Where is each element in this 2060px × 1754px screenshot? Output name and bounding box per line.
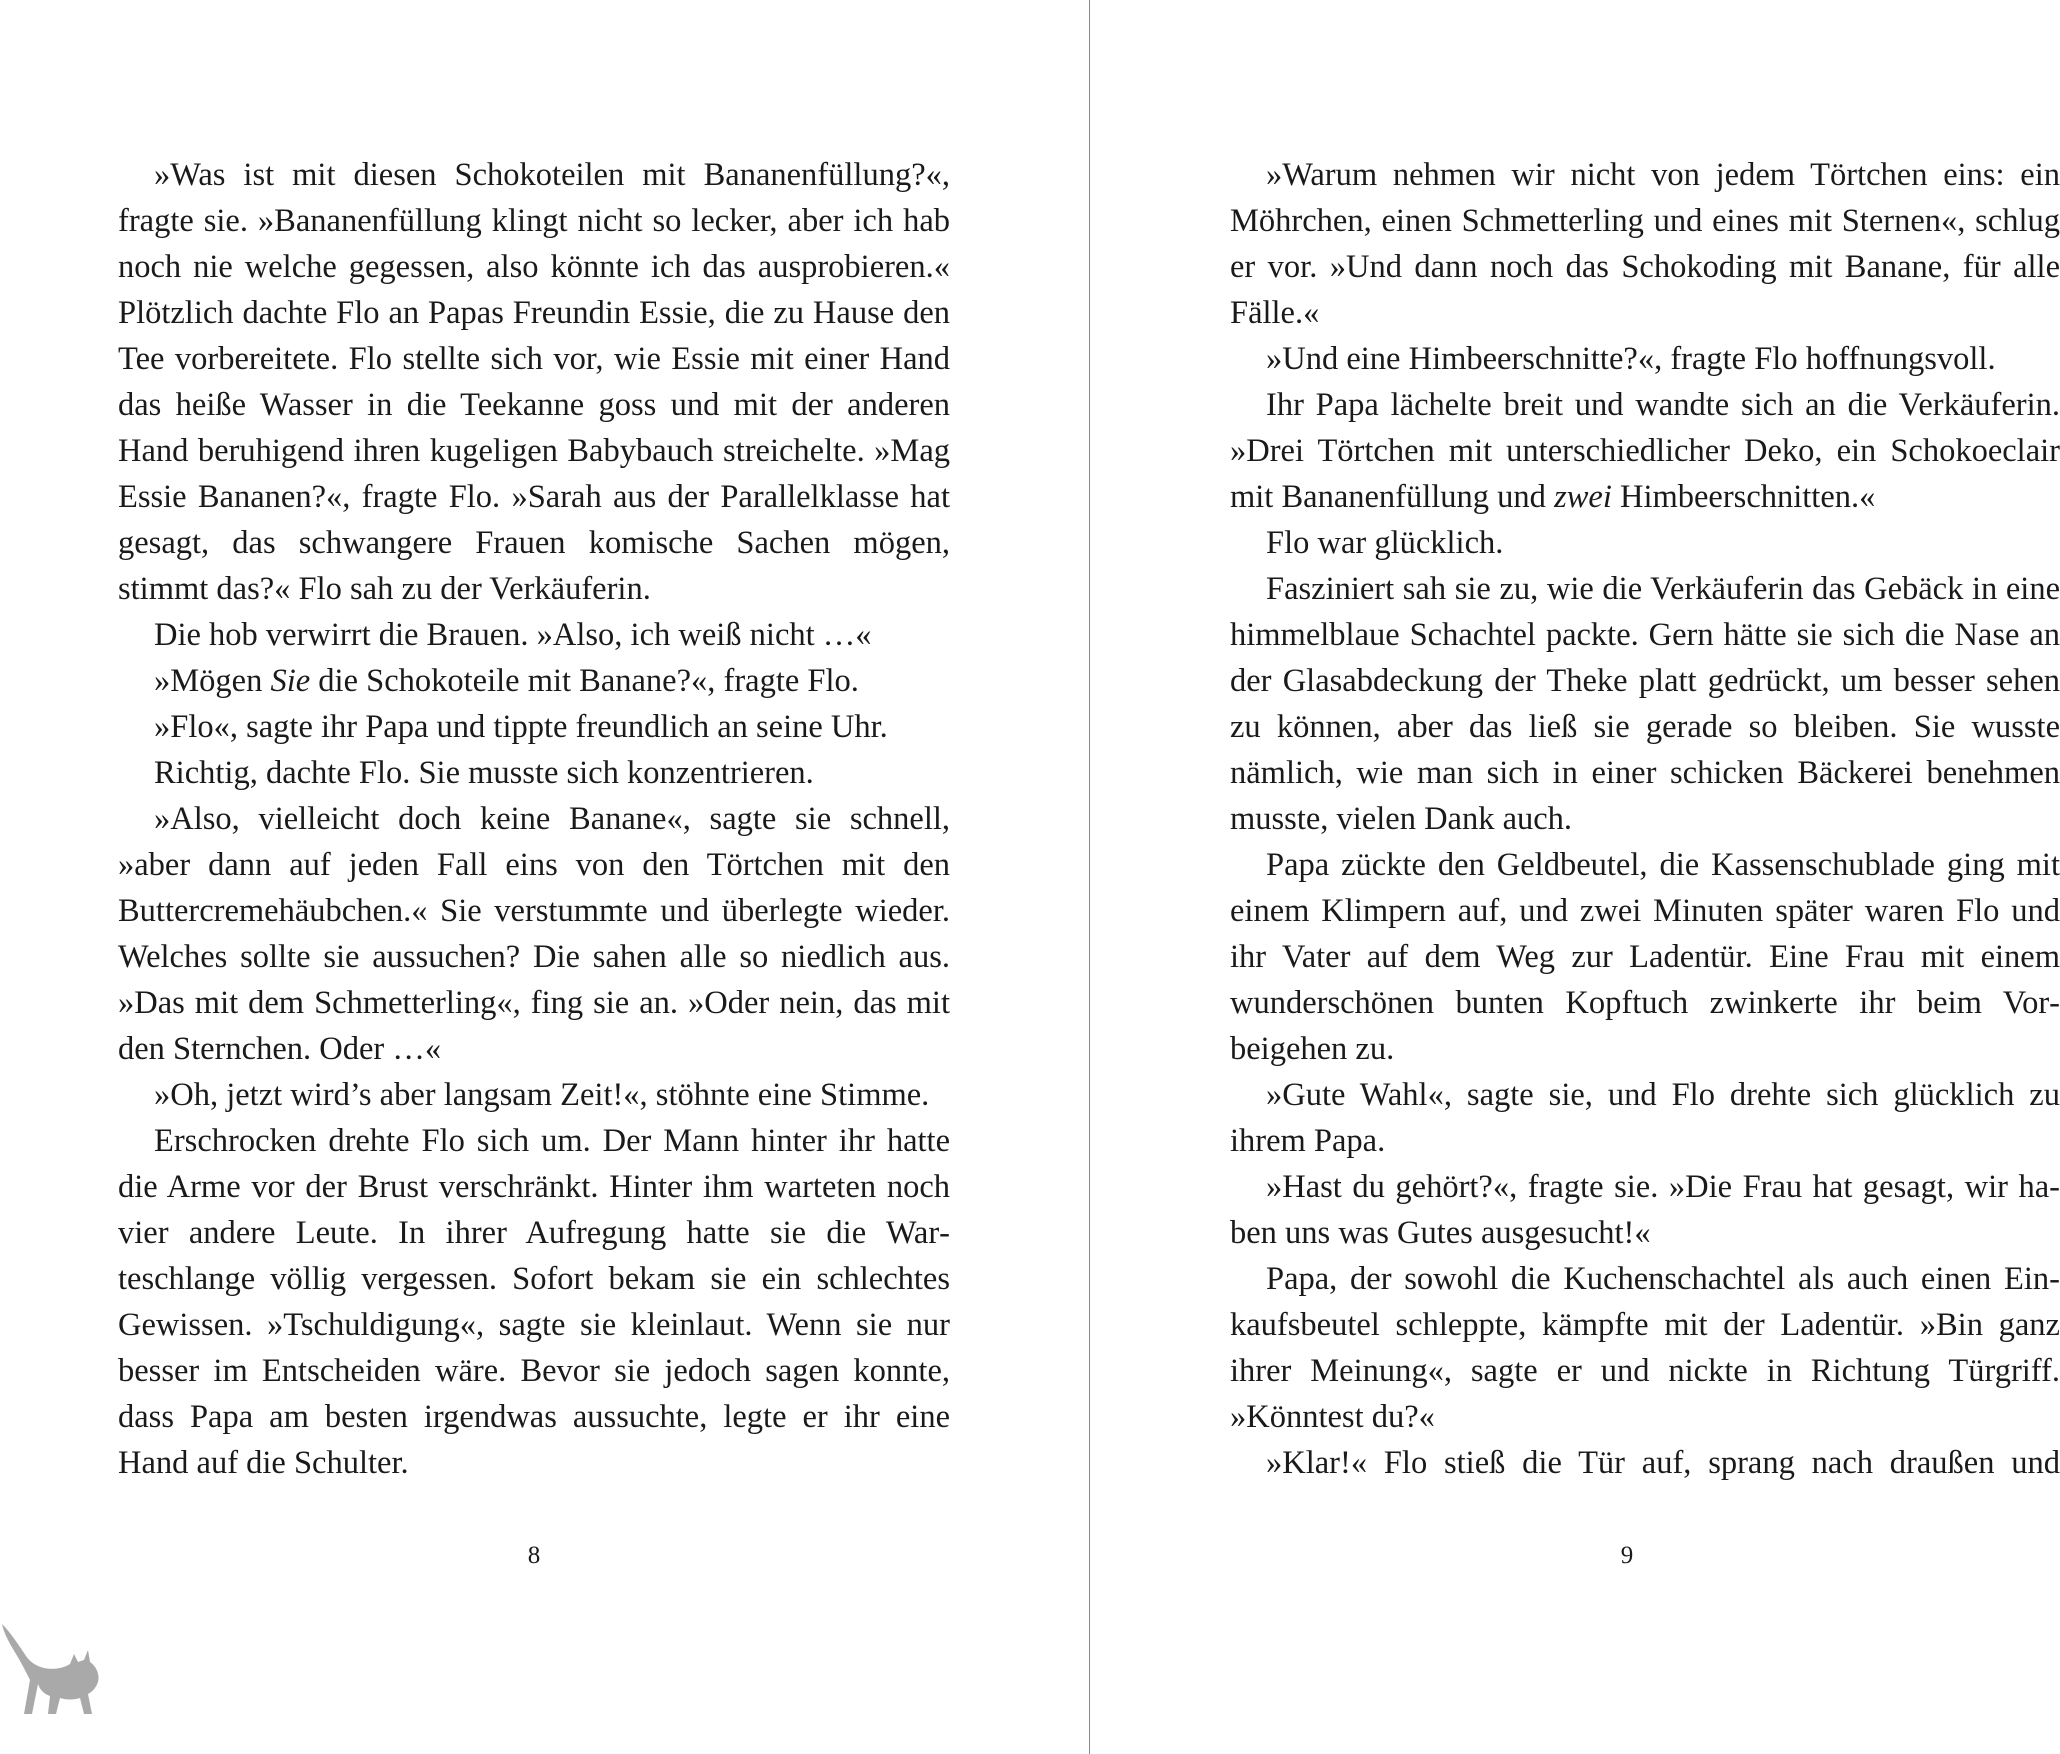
paragraph-text: »Warum nehmen wir nicht von jedem Törtchen eins: ein Möhrchen, einen Schmetterling und eines mit Sternen«, schlug er vor. »Und dann noch das Schokoding mit Banane, für alle Fälle.« — [1230, 157, 2060, 331]
paragraph — [1230, 566, 2060, 842]
paragraph-text: Flo war glücklich. — [1266, 525, 1504, 561]
paragraph — [118, 1072, 950, 1118]
paragraph-text: »Gute Wahl«, sagte sie, und Flo drehte sich glücklich zu ihrem Papa. — [1230, 1077, 2060, 1159]
paragraph — [1230, 1164, 2060, 1256]
paragraph-text: Fasziniert sah sie zu, wie die Verkäuferin das Gebäck in eine himmelblaue Schachtel packte. Gern hätte sie sich die Nase an der Glasabdeckung der Theke platt gedrückt, um besser sehen zu können, aber das ließ sie gerade so bleiben. Sie wusste nämlich, wie man sich in einer schicken Bäckerei benehmen musste, vielen Dank auch. — [1230, 571, 2060, 837]
paragraph-text: »Und eine Himbeerschnitte?«, fragte Flo hoffnungsvoll. — [1266, 341, 1996, 377]
paragraph-emphasis: Sie — [270, 663, 311, 699]
paragraph-text: »Klar!« Flo stieß die Tür auf, sprang nach draußen und — [1266, 1445, 2060, 1481]
right-page-text — [1230, 152, 2060, 1486]
paragraph-text: Erschrocken drehte Flo sich um. Der Mann hinter ihr hatte die Arme vor der Brust verschränkt. Hinter ihm warteten noch vier andere Leute. In ihrer Aufregung hatte sie die Warteschlange völlig vergessen. Sofort bekam sie ein schlechtes Gewissen. »Tschuldigung«, sagte sie kleinlaut. Wenn sie nur besser im Entscheiden wäre. Bevor sie jedoch sagen konnte, dass Papa am besten irgendwas aussuchte, legte er ihr eine Hand auf die Schulter. — [118, 1123, 950, 1481]
paragraph-text: »Was ist mit diesen Schokoteilen mit Bananenfüllung?«, fragte sie. »Bananenfüllung klingt nicht so lecker, aber ich hab noch nie welche gegessen, also könnte ich das ausprobieren.« Plötzlich dachte Flo an Papas Freundin Essie, die zu Hause den Tee vorbereitete. Flo stellte sich vor, wie Essie mit einer Hand das heiße Wasser in die Teekanne goss und mit der anderen Hand beruhigend ihren kugeligen Babybauch streichelte. »Mag Essie Bananen?«, fragte Flo. »Sarah aus der Parallelklasse hat gesagt, das schwangere Frauen komische Sachen mögen, stimmt das?« Flo sah zu der Verkäuferin. — [118, 157, 950, 607]
paragraph — [1230, 382, 2060, 520]
paragraph-text: Die hob verwirrt die Brauen. »Also, ich weiß nicht …« — [154, 617, 872, 653]
right-page-number: 9 — [1620, 1542, 1634, 1569]
paragraph — [118, 796, 950, 1072]
paragraph — [118, 1118, 950, 1486]
paragraph-text: Himbeerschnitten.« — [1611, 479, 1876, 515]
paragraph-text: »Oh, jetzt wird’s aber langsam Zeit!«, stöhnte eine Stimme. — [154, 1077, 930, 1113]
paragraph — [118, 658, 950, 704]
paragraph-text: »Flo«, sagte ihr Papa und tippte freundlich an seine Uhr. — [154, 709, 888, 745]
cat-silhouette-icon — [0, 1610, 110, 1720]
paragraph-text: Ihr Papa lächelte breit und wandte sich an die Verkäuferin. »Drei Törtchen mit unterschiedlicher Deko, ein Schokoeclair mit Bananenfüllung und — [1230, 387, 2060, 515]
paragraph — [1230, 520, 2060, 566]
paragraph — [118, 704, 950, 750]
paragraph — [1230, 152, 2060, 336]
paragraph — [1230, 1072, 2060, 1164]
paragraph — [118, 612, 950, 658]
left-page-number: 8 — [527, 1542, 541, 1569]
paragraph — [118, 750, 950, 796]
paragraph-text: die Schokoteile mit Banane?«, fragte Flo. — [310, 663, 859, 699]
paragraph-text: Papa, der sowohl die Kuchenschachtel als auch einen Einkaufsbeutel schleppte, kämpfte mit der Ladentür. »Bin ganz ihrer Meinung«, sagte er und nickte in Richtung Türgriff. »Könntest du?« — [1230, 1261, 2060, 1435]
right-page — [1090, 0, 2060, 1754]
paragraph-text: »Mögen — [154, 663, 271, 699]
paragraph-text: Richtig, dachte Flo. Sie musste sich konzentrieren. — [154, 755, 814, 791]
paragraph — [118, 152, 950, 612]
paragraph — [1230, 842, 2060, 1072]
left-page-text — [118, 152, 950, 1486]
paragraph — [1230, 336, 2060, 382]
paragraph-text: Papa zückte den Geldbeutel, die Kassenschublade ging mit einem Klimpern auf, und zwei Minuten später waren Flo und ihr Vater auf dem Weg zur Ladentür. Eine Frau mit einem wunderschönen bunten Kopftuch zwinkerte ihr beim Vorbeigehen zu. — [1230, 847, 2060, 1067]
paragraph-text: »Hast du gehört?«, fragte sie. »Die Frau hat gesagt, wir haben uns was Gutes ausgesucht!« — [1230, 1169, 2060, 1251]
paragraph — [1230, 1440, 2060, 1486]
paragraph-emphasis: zwei — [1554, 479, 1612, 515]
paragraph — [1230, 1256, 2060, 1440]
paragraph-text: »Also, vielleicht doch keine Banane«, sagte sie schnell, »aber dann auf jeden Fall eins von den Törtchen mit den Buttercremehäubchen.« Sie verstummte und überlegte wieder. Welches sollte sie aussuchen? Die sahen alle so niedlich aus. »Das mit dem Schmetterling«, fing sie an. »Oder nein, das mit den Sternchen. Oder …« — [118, 801, 950, 1067]
